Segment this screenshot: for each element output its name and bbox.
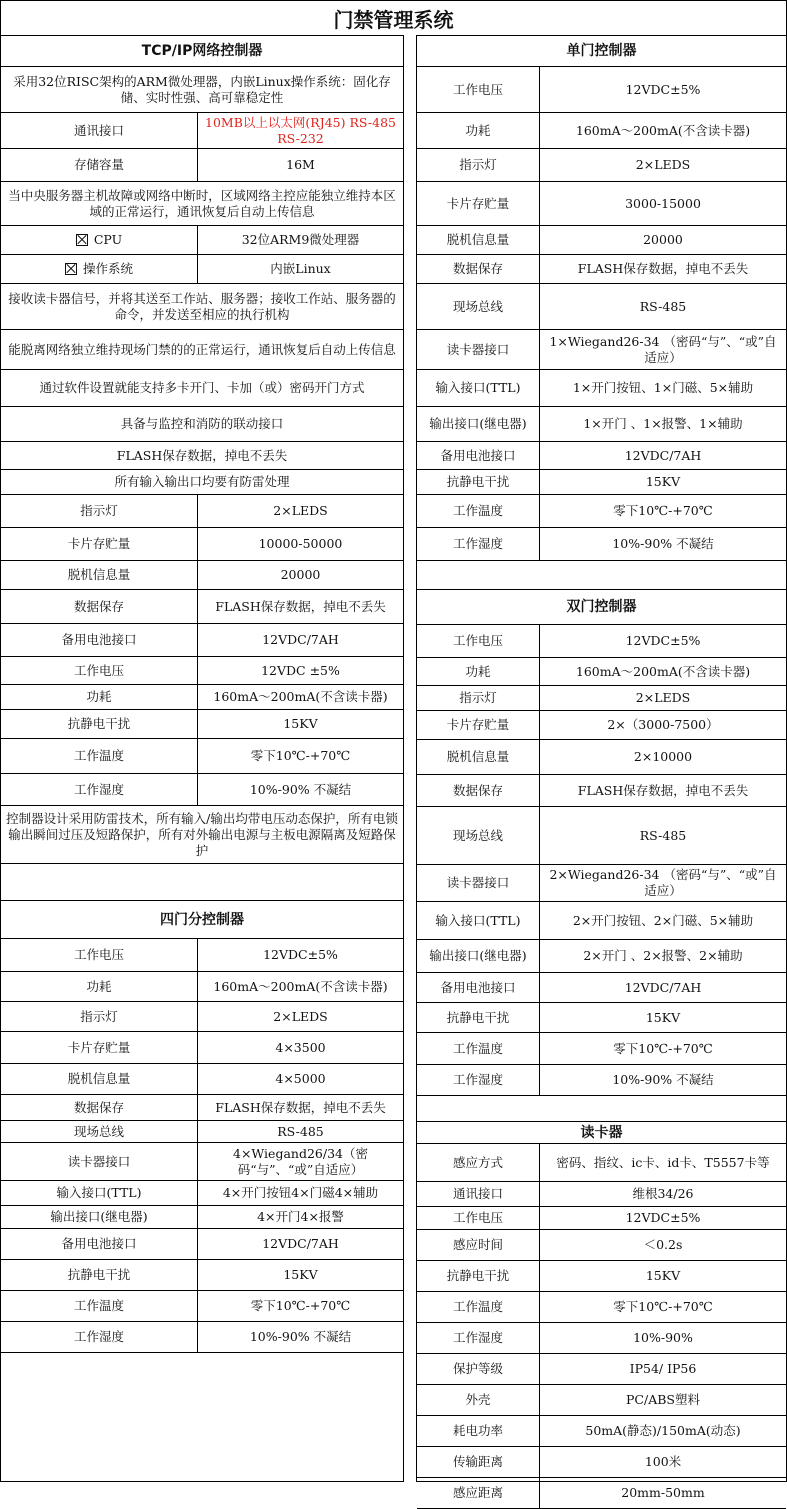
blank-row bbox=[1, 864, 403, 901]
spec-row bbox=[1, 1322, 403, 1353]
spec-row bbox=[417, 1323, 786, 1354]
spec-value: 2×开门 、2×报警、2×辅助 bbox=[583, 948, 743, 963]
spec-label: 输入接口(TTL) bbox=[417, 370, 540, 406]
spec-label: 工作湿度 bbox=[1, 1322, 198, 1352]
blank-row bbox=[417, 1096, 786, 1122]
note-text: 当中央服务器主机故障或网络中断时，区域网络主控应能独立维持本区域的正常运行，通讯恢复后自动上传信息 bbox=[8, 187, 396, 219]
spec-label: 输入接口(TTL) bbox=[1, 1181, 198, 1205]
spec-row bbox=[1, 226, 403, 255]
spec-label bbox=[1, 226, 198, 254]
spec-label: 抗静电干扰 bbox=[1, 1260, 198, 1290]
spec-value: 20mm-50mm bbox=[621, 1485, 705, 1500]
section-heading: TCP/IP网络控制器 bbox=[141, 42, 263, 59]
spec-value: 10MB以上以太网(RJ45) RS-485 RS-232 bbox=[205, 114, 396, 146]
spec-value: 维根34/26 bbox=[632, 1186, 694, 1201]
spec-row bbox=[1, 1095, 403, 1121]
spec-value: FLASH保存数据，掉电不丢失 bbox=[215, 598, 386, 614]
note-text: 能脱离网络独立维持现场门禁的的正常运行，通讯恢复后自动上传信息 bbox=[8, 341, 396, 357]
spec-label-text: CPU bbox=[93, 232, 123, 247]
note-row bbox=[1, 470, 403, 495]
spec-value: 1×Wiegand26-34 （密码“与”、“或”自适应） bbox=[549, 333, 777, 365]
spec-row bbox=[417, 1385, 786, 1416]
spec-label: 功耗 bbox=[1, 685, 198, 709]
spec-value: IP54/ IP56 bbox=[629, 1361, 697, 1376]
spec-row bbox=[417, 442, 786, 470]
spec-label: 数据保存 bbox=[1, 590, 198, 623]
spec-label: 指示灯 bbox=[417, 149, 540, 181]
spec-value: 12VDC/7AH bbox=[624, 447, 702, 463]
spec-row bbox=[417, 740, 786, 775]
spec-label: 工作湿度 bbox=[417, 528, 540, 560]
spec-value: 12VDC±5% bbox=[625, 633, 701, 648]
spec-label: 备用电池接口 bbox=[417, 442, 540, 469]
spec-value: 10%-90% 不凝结 bbox=[249, 781, 352, 797]
spec-value: 100米 bbox=[644, 1454, 682, 1469]
spec-row bbox=[417, 1182, 786, 1207]
spec-row bbox=[1, 1032, 403, 1064]
spec-label: 指示灯 bbox=[1, 495, 198, 527]
spec-value: 10%-90% bbox=[633, 1330, 693, 1345]
spec-value: 15KV bbox=[283, 1267, 318, 1282]
spec-row bbox=[1, 149, 403, 182]
spec-value: 15KV bbox=[283, 716, 318, 731]
spec-row bbox=[1, 939, 403, 972]
spec-row bbox=[417, 658, 786, 686]
spec-row bbox=[1, 1064, 403, 1095]
section-heading: 读卡器 bbox=[580, 1124, 623, 1141]
spec-label bbox=[1, 255, 198, 283]
spec-value: 12VDC±5% bbox=[625, 1210, 701, 1225]
spec-label: 读卡器接口 bbox=[417, 865, 540, 901]
spec-value: 160mA～200mA(不含读卡器) bbox=[213, 689, 388, 704]
spec-label: 备用电池接口 bbox=[1, 1229, 198, 1259]
spec-label: 功耗 bbox=[417, 658, 540, 685]
spec-value: 零下10℃-+70℃ bbox=[250, 1298, 351, 1313]
spec-row bbox=[1, 624, 403, 657]
spec-row bbox=[417, 973, 786, 1003]
spec-row bbox=[1, 774, 403, 806]
spec-value: 零下10℃-+70℃ bbox=[250, 748, 351, 763]
spec-label: 脱机信息量 bbox=[417, 226, 540, 254]
spec-value: 3000-15000 bbox=[625, 195, 701, 211]
spec-value: 4×5000 bbox=[275, 1071, 326, 1086]
spec-value: 4×开门按钮4×门磁4×辅助 bbox=[222, 1185, 379, 1200]
spec-value: 12VDC±5% bbox=[263, 947, 338, 962]
spec-row bbox=[417, 528, 786, 561]
spec-value: 内嵌Linux bbox=[270, 261, 331, 276]
spec-label: 输出接口(继电器) bbox=[417, 407, 540, 441]
spec-row bbox=[417, 625, 786, 658]
spec-label: 工作电压 bbox=[417, 625, 540, 657]
spec-row bbox=[417, 67, 786, 113]
checkbox-crossed-icon bbox=[65, 263, 77, 275]
spec-row bbox=[1, 495, 403, 528]
spec-row bbox=[1, 685, 403, 710]
spec-row bbox=[417, 149, 786, 182]
spec-value: 4×3500 bbox=[275, 1039, 326, 1055]
spec-label: 现场总线 bbox=[417, 284, 540, 329]
spec-label: 数据保存 bbox=[417, 255, 540, 283]
spec-row bbox=[1, 739, 403, 774]
spec-value: ＜0.2s bbox=[643, 1237, 683, 1252]
spec-label: 传输距离 bbox=[417, 1447, 540, 1477]
spec-row bbox=[417, 940, 786, 973]
spec-value: 零下10℃-+70℃ bbox=[613, 1040, 713, 1056]
spec-value: 160mA～200mA(不含读卡器) bbox=[575, 663, 751, 679]
spec-row bbox=[417, 470, 786, 495]
spec-label: 耗电功率 bbox=[417, 1416, 540, 1446]
spec-label: 工作电压 bbox=[417, 67, 540, 112]
spec-row bbox=[417, 495, 786, 528]
spec-row bbox=[417, 775, 786, 807]
spec-label: 存储容量 bbox=[1, 149, 198, 181]
spec-label: 抗静电干扰 bbox=[417, 470, 540, 494]
spec-value: FLASH保存数据，掉电不丢失 bbox=[577, 782, 749, 798]
spec-label: 外壳 bbox=[417, 1385, 540, 1415]
spec-label: 工作电压 bbox=[417, 1207, 540, 1229]
spec-label-text: 操作系统 bbox=[82, 261, 133, 276]
spec-row bbox=[417, 226, 786, 255]
spec-row bbox=[417, 1261, 786, 1292]
note-row bbox=[1, 67, 403, 113]
spec-label: 备用电池接口 bbox=[1, 624, 198, 656]
spec-value: 2×LEDS bbox=[273, 503, 328, 518]
spec-row bbox=[417, 370, 786, 407]
spec-label: 感应距离 bbox=[417, 1478, 540, 1508]
spec-row bbox=[1, 972, 403, 1002]
spec-value: 10%-90% 不凝结 bbox=[612, 1072, 714, 1087]
spec-value: 2×Wiegand26-34 （密码“与”、“或”自适应） bbox=[549, 867, 777, 898]
column-gap bbox=[404, 35, 416, 1482]
note-text: 具备与监控和消防的联动接口 bbox=[120, 416, 284, 431]
spec-value: 16M bbox=[286, 157, 315, 172]
spec-label: 功耗 bbox=[1, 972, 198, 1001]
note-row bbox=[1, 806, 403, 864]
spec-row bbox=[417, 1447, 786, 1478]
spec-label: 工作湿度 bbox=[417, 1065, 540, 1095]
spec-row bbox=[1, 255, 403, 284]
right-column bbox=[416, 35, 787, 1500]
spec-row bbox=[1, 1181, 403, 1206]
spec-label: 工作电压 bbox=[1, 939, 198, 971]
note-text: 所有输入输出口均要有防雷处理 bbox=[114, 474, 290, 489]
spec-row bbox=[417, 330, 786, 370]
spec-value: RS-485 bbox=[639, 827, 687, 843]
note-row bbox=[1, 284, 403, 330]
spec-value: 1×开门按钮、1×门磁、5×辅助 bbox=[572, 380, 754, 395]
spec-value: 15KV bbox=[645, 1009, 681, 1025]
spec-value: 12VDC±5% bbox=[625, 81, 701, 97]
spec-label: 现场总线 bbox=[417, 807, 540, 864]
spec-row bbox=[417, 807, 786, 865]
spec-label: 工作湿度 bbox=[417, 1323, 540, 1353]
spec-row bbox=[1, 657, 403, 685]
spec-row bbox=[417, 902, 786, 940]
spec-label: 工作温度 bbox=[417, 495, 540, 527]
spec-value: 零下10℃-+70℃ bbox=[613, 1299, 713, 1314]
spec-label: 读卡器接口 bbox=[417, 330, 540, 369]
spec-value: 2×（3000-7500） bbox=[607, 717, 719, 732]
checkbox-crossed-icon bbox=[76, 234, 88, 246]
spec-value: 12VDC/7AH bbox=[624, 979, 702, 995]
spec-value: 10%-90% 不凝结 bbox=[612, 536, 714, 551]
spec-value: 10000-50000 bbox=[258, 536, 343, 551]
spec-label: 读卡器接口 bbox=[1, 1143, 198, 1180]
section-heading-row bbox=[417, 590, 786, 625]
spec-row bbox=[417, 1354, 786, 1385]
blank-row bbox=[417, 561, 786, 590]
spec-label: 数据保存 bbox=[1, 1095, 198, 1120]
spec-row bbox=[1, 1260, 403, 1291]
spec-row bbox=[417, 1207, 786, 1230]
spec-label: 工作温度 bbox=[417, 1033, 540, 1064]
left-column bbox=[0, 35, 404, 1482]
spec-row bbox=[1, 1229, 403, 1260]
note-text: 接收读卡器信号，并将其送至工作站、服务器；接收工作站、服务器的命令，并发送至相应的执行机构 bbox=[8, 290, 396, 322]
spec-label: 输出接口(继电器) bbox=[1, 1206, 198, 1228]
spec-row bbox=[417, 865, 786, 902]
spec-row bbox=[1, 710, 403, 739]
spec-value: FLASH保存数据，掉电不丢失 bbox=[215, 1099, 386, 1115]
spec-label: 抗静电干扰 bbox=[417, 1003, 540, 1032]
spec-label: 工作温度 bbox=[417, 1292, 540, 1322]
spec-row bbox=[417, 1416, 786, 1447]
note-text: 采用32位RISC架构的ARM微处理器，内嵌Linux操作系统：固化存储、实时性强、高可靠稳定性 bbox=[13, 73, 391, 105]
spec-label: 功耗 bbox=[417, 113, 540, 148]
spec-value: RS-485 bbox=[639, 298, 687, 314]
spec-row bbox=[417, 1230, 786, 1261]
spec-value: 12VDC/7AH bbox=[262, 632, 339, 647]
spec-label: 工作温度 bbox=[1, 739, 198, 773]
spec-row bbox=[417, 182, 786, 226]
spec-label: 卡片存贮量 bbox=[1, 1032, 198, 1063]
spec-label: 工作电压 bbox=[1, 657, 198, 684]
note-row bbox=[1, 370, 403, 407]
spec-label: 备用电池接口 bbox=[417, 973, 540, 1002]
spec-value: 2×LEDS bbox=[273, 1008, 328, 1024]
spec-label: 指示灯 bbox=[417, 686, 540, 710]
section-heading: 四门分控制器 bbox=[160, 911, 244, 928]
spec-value: 2×10000 bbox=[633, 749, 693, 764]
spec-value: 50mA(静态)/150mA(动态) bbox=[585, 1423, 741, 1438]
spec-label: 卡片存贮量 bbox=[1, 528, 198, 560]
spec-label: 脱机信息量 bbox=[1, 561, 198, 589]
spec-row bbox=[417, 1003, 786, 1033]
spec-row bbox=[1, 1206, 403, 1229]
spec-row bbox=[1, 561, 403, 590]
spec-value: FLASH保存数据，掉电不丢失 bbox=[577, 261, 749, 276]
spec-value: RS-485 bbox=[277, 1123, 324, 1139]
spec-value: 2×LEDS bbox=[635, 690, 691, 705]
spec-label: 脱机信息量 bbox=[417, 740, 540, 774]
spec-label: 通讯接口 bbox=[417, 1182, 540, 1206]
spec-label: 脱机信息量 bbox=[1, 1064, 198, 1094]
spec-row bbox=[1, 1002, 403, 1032]
section-heading: 双门控制器 bbox=[566, 599, 637, 615]
spec-value: 160mA～200mA(不含读卡器) bbox=[575, 122, 751, 138]
spec-row bbox=[1, 528, 403, 561]
section-heading: 单门控制器 bbox=[566, 42, 637, 59]
spec-value: 1×开门 、1×报警、1×辅助 bbox=[583, 416, 743, 431]
spec-row bbox=[417, 407, 786, 442]
note-text: FLASH保存数据，掉电不丢失 bbox=[116, 447, 288, 463]
section-heading-row bbox=[417, 35, 786, 67]
spec-value: 2×LEDS bbox=[635, 157, 691, 172]
section-heading-row bbox=[1, 35, 403, 67]
spec-value: 20000 bbox=[280, 567, 321, 582]
spec-label: 卡片存贮量 bbox=[417, 711, 540, 739]
spec-value: 零下10℃-+70℃ bbox=[613, 503, 713, 518]
spec-label: 输入接口(TTL) bbox=[417, 902, 540, 939]
spec-row bbox=[417, 284, 786, 330]
spec-label: 卡片存贮量 bbox=[417, 182, 540, 225]
note-row bbox=[1, 442, 403, 470]
spec-row bbox=[417, 686, 786, 711]
section-heading-row bbox=[417, 1122, 786, 1144]
spec-row bbox=[417, 1144, 786, 1182]
note-text: 控制器设计采用防雷技术，所有输入/输出均带电压动态保护，所有电锁输出瞬间过压及短路保护，所有对外输出电源与主板电源隔离及短路保护 bbox=[6, 810, 398, 858]
spec-row bbox=[417, 711, 786, 740]
spec-value: 4×Wiegand26/34（密码“与”、“或”自适应） bbox=[233, 1145, 368, 1177]
spec-label: 保护等级 bbox=[417, 1354, 540, 1384]
note-text: 通过软件设置就能支持多卡开门、卡加（或）密码开门方式 bbox=[39, 380, 365, 395]
section-heading-row bbox=[1, 901, 403, 939]
spec-value: PC/ABS塑料 bbox=[626, 1392, 700, 1407]
spec-row bbox=[1, 590, 403, 624]
note-row bbox=[1, 330, 403, 370]
spec-value: 密码、指纹、ic卡、id卡、T5557卡等 bbox=[556, 1154, 770, 1170]
note-row bbox=[1, 407, 403, 442]
spec-value: 10%-90% 不凝结 bbox=[249, 1329, 352, 1344]
spec-label: 抗静电干扰 bbox=[1, 710, 198, 738]
spec-value: 4×开门4×报警 bbox=[257, 1209, 344, 1224]
spec-value: 32位ARM9微处理器 bbox=[241, 232, 360, 247]
spec-value: 2×开门按钮、2×门磁、5×辅助 bbox=[572, 912, 754, 928]
spec-label: 抗静电干扰 bbox=[417, 1261, 540, 1291]
spec-label: 通讯接口 bbox=[1, 113, 198, 148]
spec-label: 感应方式 bbox=[417, 1144, 540, 1181]
spec-row bbox=[1, 1121, 403, 1143]
spec-value: 15KV bbox=[645, 1268, 681, 1283]
note-row bbox=[1, 182, 403, 226]
spec-row bbox=[1, 113, 403, 149]
spec-value: 12VDC ±5% bbox=[261, 662, 340, 678]
spec-label: 数据保存 bbox=[417, 775, 540, 806]
spec-value: 15KV bbox=[645, 474, 681, 489]
spec-label: 工作温度 bbox=[1, 1291, 198, 1321]
spec-label: 工作湿度 bbox=[1, 774, 198, 805]
spec-row bbox=[417, 113, 786, 149]
spec-row bbox=[417, 1033, 786, 1065]
spec-label: 感应时间 bbox=[417, 1230, 540, 1260]
spec-row bbox=[417, 1478, 786, 1509]
spec-row bbox=[417, 1065, 786, 1096]
spec-value: 12VDC/7AH bbox=[262, 1236, 339, 1251]
spec-label: 现场总线 bbox=[1, 1121, 198, 1142]
spec-value: 20000 bbox=[643, 232, 683, 247]
spec-label: 输出接口(继电器) bbox=[417, 940, 540, 972]
spec-row bbox=[1, 1143, 403, 1181]
page-title: 门禁管理系统 bbox=[0, 0, 787, 36]
spec-value: 160mA～200mA(不含读卡器) bbox=[213, 978, 388, 994]
spec-row bbox=[417, 1292, 786, 1323]
spec-label: 指示灯 bbox=[1, 1002, 198, 1031]
spec-row bbox=[417, 255, 786, 284]
spec-row bbox=[1, 1291, 403, 1322]
